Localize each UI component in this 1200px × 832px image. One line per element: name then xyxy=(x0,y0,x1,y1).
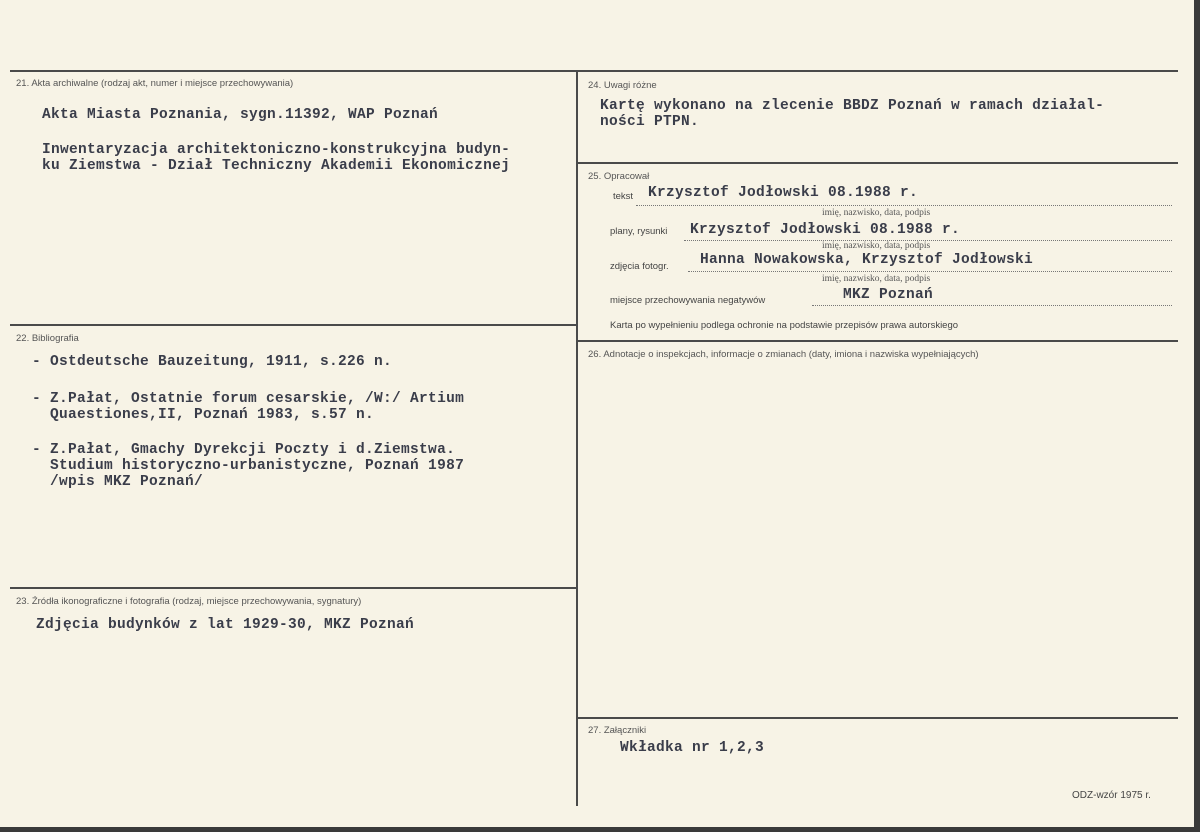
section-24-label: 24. Uwagi różne xyxy=(588,80,657,91)
inventory-line-1: Inwentaryzacja architektoniczno-konstrukcyjna budyn- xyxy=(42,142,511,158)
section-21-label: 21. Akta archiwalne (rodzaj akt, numer i miejsce przechowywania) xyxy=(16,78,294,89)
section-27-label: 27. Załączniki xyxy=(588,725,647,736)
plans-author-label: plany, rysunki xyxy=(610,226,668,237)
rule-22-23 xyxy=(10,587,576,589)
photo-author-value: Hanna Nowakowska, Krzysztof Jodłowski xyxy=(700,252,1034,268)
plans-author-value: Krzysztof Jodłowski 08.1988 r. xyxy=(690,222,961,238)
bibliography-item: Studium historyczno-urbanistyczne, Poznań 1987 xyxy=(32,458,465,474)
copyright-note: Karta po wypełnieniu podlega ochronie na podstawie przepisów prawa autorskiego xyxy=(610,320,959,331)
photo-author-caption: imię, nazwisko, data, podpis xyxy=(822,274,931,284)
bibliography-item: - Ostdeutsche Bauzeitung, 1911, s.226 n. xyxy=(32,354,393,370)
text-author-caption: imię, nazwisko, data, podpis xyxy=(822,208,931,218)
text-author-dotted-line xyxy=(636,205,1172,206)
top-rule xyxy=(10,70,1178,72)
text-author-value: Krzysztof Jodłowski 08.1988 r. xyxy=(648,185,919,201)
bibliography-item: Quaestiones,II, Poznań 1983, s.57 n. xyxy=(32,407,375,423)
card-edge-right xyxy=(1194,0,1200,832)
iconographic-sources-line: Zdjęcia budynków z lat 1929-30, MKZ Poznań xyxy=(36,617,415,633)
bibliography-item: - Z.Pałat, Gmachy Dyrekcji Poczty i d.Ziemstwa. xyxy=(32,442,456,458)
text-author-label: tekst xyxy=(613,191,634,202)
rule-25-26 xyxy=(578,340,1178,342)
form-identifier: ODZ-wzór 1975 r. xyxy=(1072,790,1151,801)
attachments-line: Wkładka nr 1,2,3 xyxy=(620,740,765,756)
card-edge-bottom xyxy=(0,827,1200,832)
center-divider xyxy=(576,70,578,806)
remarks-line-2: ności PTPN. xyxy=(600,114,700,130)
negatives-storage-label: miejsce przechowywania negatywów xyxy=(610,295,766,306)
rule-24-25 xyxy=(578,162,1178,164)
negatives-storage-dotted-line xyxy=(812,305,1172,306)
rule-21-22 xyxy=(10,324,576,326)
remarks-line-1: Kartę wykonano na zlecenie BBDZ Poznań w ramach działal- xyxy=(600,98,1105,114)
archive-record-line: Akta Miasta Poznania, sygn.11392, WAP Poznań xyxy=(42,107,439,123)
photo-author-label: zdjęcia fotogr. xyxy=(610,261,669,272)
section-26-label: 26. Adnotacje o inspekcjach, informacje o zmianach (daty, imiona i nazwiska wypełniających) xyxy=(588,349,979,360)
section-25-label: 25. Opracował xyxy=(588,171,650,182)
bibliography-item: - Z.Pałat, Ostatnie forum cesarskie, /W:/ Artium xyxy=(32,391,465,407)
bibliography-item: /wpis MKZ Poznań/ xyxy=(32,474,204,490)
negatives-storage-value: MKZ Poznań xyxy=(843,287,934,303)
photo-author-dotted-line xyxy=(688,271,1172,272)
rule-26-27 xyxy=(578,717,1178,719)
section-23-label: 23. Źródła ikonograficzne i fotografia (rodzaj, miejsce przechowywania, sygnatury) xyxy=(16,596,362,607)
plans-author-caption: imię, nazwisko, data, podpis xyxy=(822,241,931,251)
inventory-line-2: ku Ziemstwa - Dział Techniczny Akademii Ekonomicznej xyxy=(42,158,511,174)
section-22-label: 22. Bibliografia xyxy=(16,333,79,344)
